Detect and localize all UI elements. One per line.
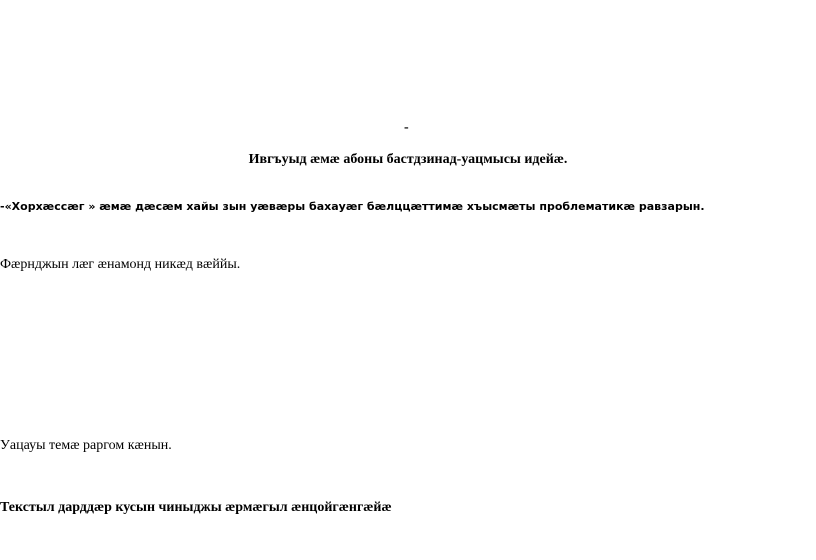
- paragraph-proverb: Фæрнджын лæг æнамонд никæд вæййы.: [0, 257, 241, 272]
- document-title: Ивгъуыд æмæ абоны бастдзинад-уацмысы идейæ.: [248, 152, 568, 167]
- topic-line: -«Хорхæссæг » æмæ дæсæм хайы зын уæвæры бахауæг бæлццæттимæ хъысмæты проблематикæ равзарын.: [0, 200, 705, 213]
- separator-dash: -: [404, 120, 409, 135]
- paragraph-instruction: Текстыл дарддæр кусын чиныджы æрмæгыл æнцойгæнгæйæ: [0, 500, 392, 515]
- paragraph-theme: Уацауы темæ раргом кæнын.: [0, 438, 172, 453]
